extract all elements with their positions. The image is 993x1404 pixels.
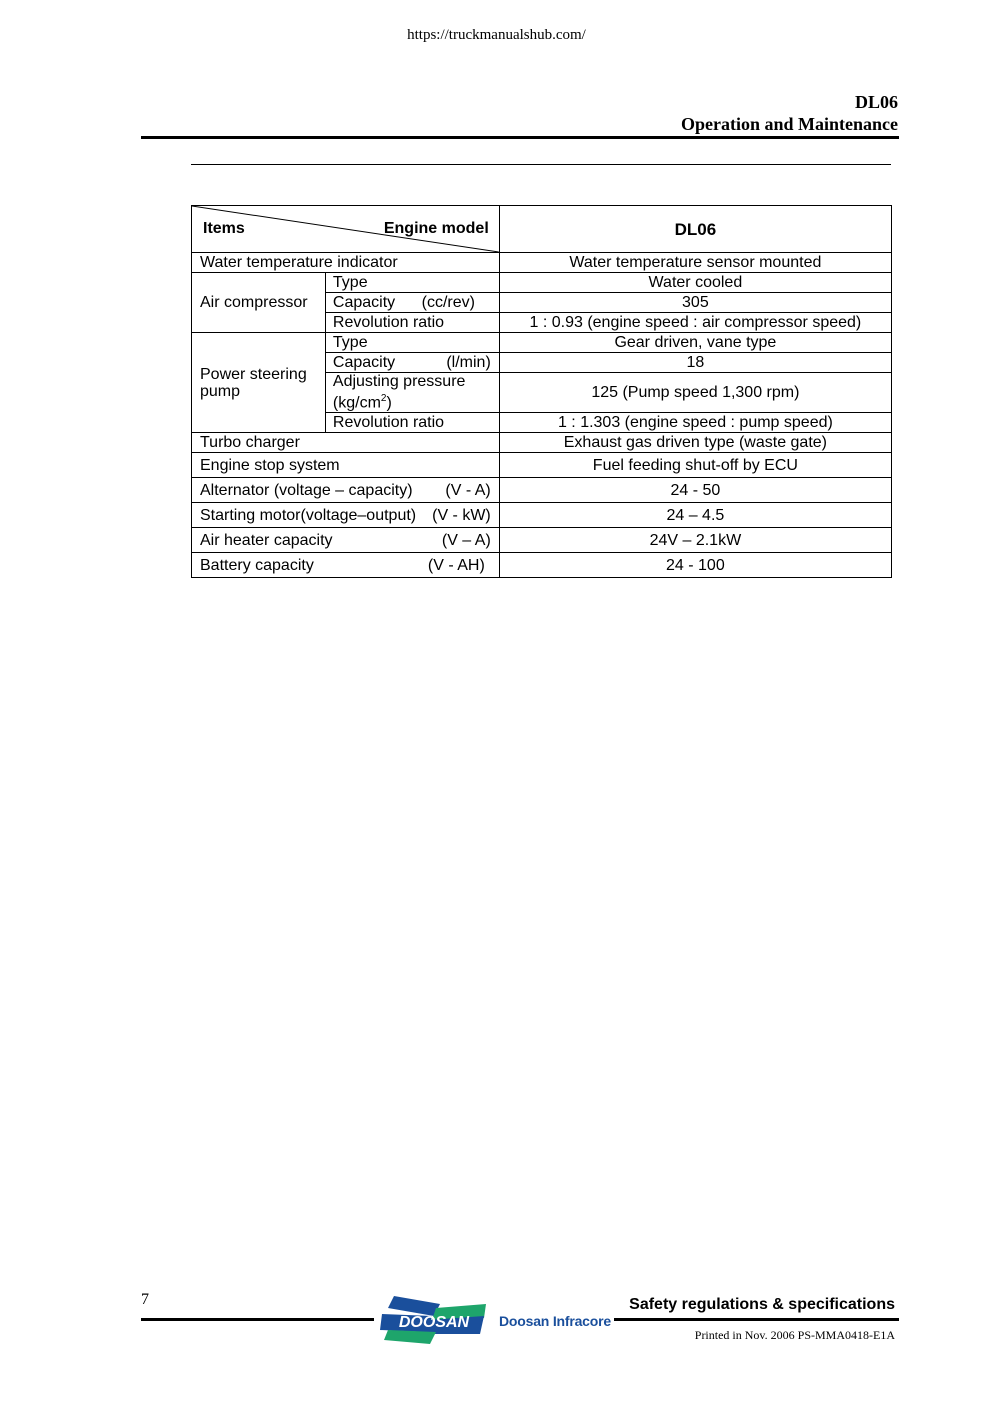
table-row (192, 453, 892, 478)
diagonal-header-cell (192, 206, 500, 253)
row-label-text: Alternator (voltage – capacity) (200, 481, 413, 499)
sub-label: Type (325, 333, 499, 353)
group-label-line: Power steering (200, 365, 307, 383)
sub-label: Revolution ratio (325, 313, 499, 333)
spec-table (191, 205, 892, 578)
row-label (192, 478, 500, 503)
row-value: 24 – 4.5 (499, 503, 891, 528)
table-row (192, 528, 892, 553)
section-rule (191, 164, 891, 165)
header-model-value: DL06 (499, 206, 891, 253)
table-row (192, 253, 892, 273)
header-title: Operation and Maintenance (680, 114, 898, 134)
table-header-row (192, 206, 892, 253)
table-row (192, 478, 892, 503)
sub-label: Type (325, 273, 499, 293)
group-label-air-compressor: Air compressor (192, 273, 326, 333)
row-value: 24V – 2.1kW (499, 528, 891, 553)
row-value: Water cooled (499, 273, 891, 293)
unit-text: (V - AH) (427, 556, 485, 574)
row-value: 1 : 0.93 (engine speed : air compressor speed) (499, 313, 891, 333)
row-label-text: Starting motor(voltage–output) (200, 506, 417, 524)
row-label: Water temperature indicator (192, 253, 500, 273)
unit-post: ) (386, 394, 392, 412)
row-value: 24 - 50 (499, 478, 891, 503)
footer-rule-left (141, 1318, 374, 1321)
sub-label-text: Adjusting pressure (332, 373, 466, 391)
row-label-text: Air heater capacity (200, 531, 333, 549)
row-value: 125 (Pump speed 1,300 rpm) (499, 373, 891, 413)
logo-wordmark: DOOSAN (398, 1314, 470, 1331)
sub-label-text: Capacity (332, 354, 396, 371)
unit-text: (l/min) (446, 354, 491, 371)
unit-text: (V - A) (445, 481, 491, 499)
table-row (192, 273, 892, 293)
row-value: 305 (499, 293, 891, 313)
row-value: Gear driven, vane type (499, 333, 891, 353)
row-value: Fuel feeding shut-off by ECU (499, 453, 891, 478)
footer-section-title: Safety regulations & specifications (629, 1296, 895, 1313)
row-label (192, 503, 500, 528)
header-engine-model: Engine model (383, 220, 489, 237)
source-url[interactable]: https://truckmanualshub.com/ (407, 27, 586, 43)
doosan-logo-mark (380, 1296, 488, 1344)
group-label-power-steering (192, 333, 326, 433)
row-label: Turbo charger (192, 433, 500, 453)
header-model: DL06 (854, 92, 898, 112)
unit-pre: (kg/cm (332, 394, 381, 412)
sub-label (325, 373, 499, 413)
row-label: Engine stop system (192, 453, 500, 478)
unit-text: (cc/rev) (421, 294, 475, 311)
group-label-line: pump (200, 382, 241, 400)
page-number: 7 (141, 1291, 149, 1308)
table-row (192, 503, 892, 528)
row-label (192, 553, 500, 578)
row-value: Water temperature sensor mounted (499, 253, 891, 273)
row-label (192, 528, 500, 553)
row-value: Exhaust gas driven type (waste gate) (499, 433, 891, 453)
sub-label (325, 293, 499, 313)
sub-label (325, 353, 499, 373)
row-label-text: Battery capacity (200, 556, 314, 574)
sub-label: Revolution ratio (325, 413, 499, 433)
row-value: 1 : 1.303 (engine speed : pump speed) (499, 413, 891, 433)
unit-text (333, 390, 491, 411)
header-items: Items (203, 220, 245, 237)
header-rule (141, 136, 899, 139)
row-value: 24 - 100 (499, 553, 891, 578)
doosan-logo (380, 1296, 488, 1344)
table-row (192, 553, 892, 578)
footer-rule-right (614, 1318, 899, 1321)
footer-print-info: Printed in Nov. 2006 PS-MMA0418-E1A (694, 1328, 895, 1342)
table-row (192, 433, 892, 453)
unit-superscript: 2 (380, 393, 387, 405)
unit-text: (V - kW) (432, 506, 491, 524)
sub-label-text: Capacity (332, 294, 396, 311)
unit-text: (V – A) (441, 531, 491, 549)
row-value: 18 (499, 353, 891, 373)
company-name: Doosan Infracore (499, 1313, 611, 1329)
table-row (192, 333, 892, 353)
